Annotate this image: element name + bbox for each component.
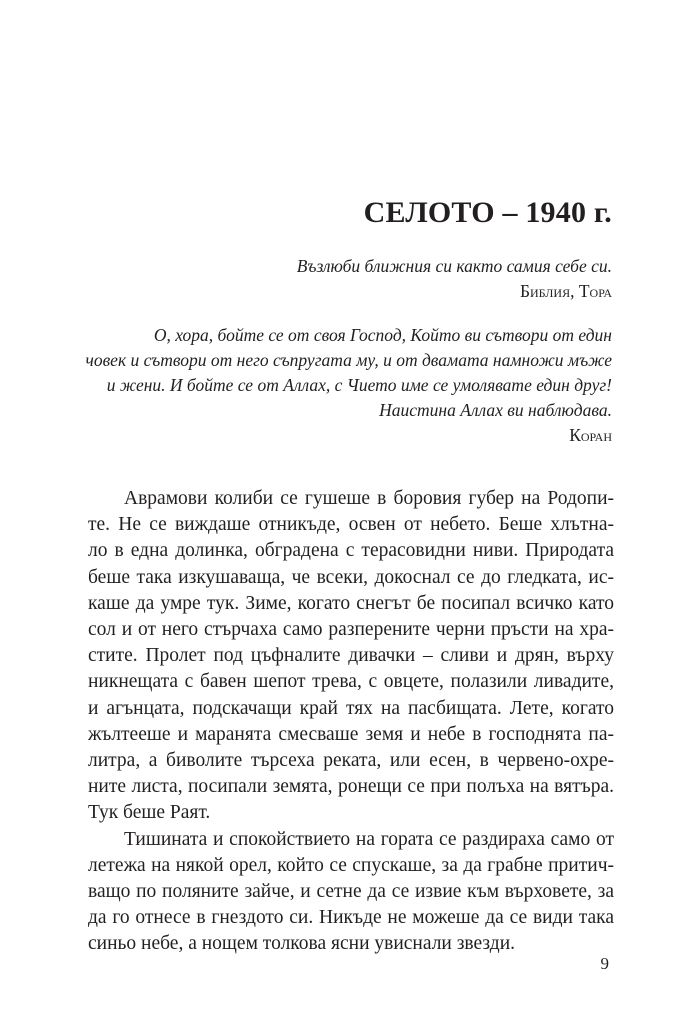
epigraph-line: и жени. И бойте се от Аллах, с Чието име се умолявате един друг! — [106, 375, 612, 395]
text-line: Тишината и спокойствието на гората се раздираха само от — [124, 828, 614, 850]
epigraph-line: Възлюби ближния си както самия себе си. — [296, 256, 612, 276]
epigraph-source: Библия, Тора — [519, 281, 612, 301]
text-line: литра, а биволите търсеха реката, или есен, в червено-охре- — [88, 750, 614, 772]
text-line: беше така изкушаваща, че всеки, докоснал се до гледката, ис- — [88, 566, 614, 588]
text-line: те. Не се виждаше отникъде, освен от небето. Беше хлътна- — [88, 514, 614, 536]
epigraph-line: О, хора, бойте се от своя Господ, Който ви сътвори от един — [153, 325, 612, 345]
text-line: синьо небе, а нощем толкова ясни увиснали звезди. — [88, 933, 516, 955]
page-number: 9 — [600, 954, 609, 973]
text-line: каше да умре тук. Зиме, когато снегът бе посипал всичко като — [88, 592, 614, 614]
epigraph-source: Коран — [569, 425, 612, 445]
paragraph — [88, 486, 614, 827]
chapter-title: СЕЛОТО – 1940 г. — [363, 196, 612, 229]
epigraph-line: Наистина Аллах ви наблюдава. — [379, 400, 612, 420]
text-line: ло в една долинка, обградена с терасовидни ниви. Природата — [88, 540, 614, 562]
text-line: летежа на някой орел, който се спускаше, за да грабне притич- — [88, 854, 614, 876]
text-line: никнещата с бавен шепот трева, с овцете, полазили ливадите, — [88, 671, 614, 693]
text-line: стите. Пролет под цъфналите дивачки – сливи и дрян, върху — [88, 645, 614, 667]
text-line: ните листа, посипали земята, ронещи се при полъха на вятъра. — [88, 776, 614, 798]
chapter-body — [88, 486, 614, 958]
text-line: ващо по поляните зайче, и сетне да се извие към върховете, за — [88, 881, 614, 903]
text-line: жълтееше и маранята смесваше земя и небе в господнята па- — [88, 723, 614, 745]
text-line: Тук беше Раят. — [88, 802, 211, 824]
paragraph — [88, 827, 614, 958]
epigraph-line: човек и сътвори от него съпругата му, и от двамата намножи мъже — [85, 350, 612, 370]
text-line: и агънцата, подскачащи край тях на пасбищата. Лете, когато — [88, 697, 614, 719]
text-line: Аврамови колиби се гушеше в боровия губер на Родопи- — [124, 488, 614, 509]
text-line: да го отнесе в гнездото си. Никъде не можеше да се види така — [88, 907, 614, 929]
epigraph-quran — [85, 323, 612, 448]
text-line: сол и от него стърчаха само разперените черни пръсти на хра- — [88, 619, 614, 641]
epigraph-bible — [297, 254, 612, 304]
